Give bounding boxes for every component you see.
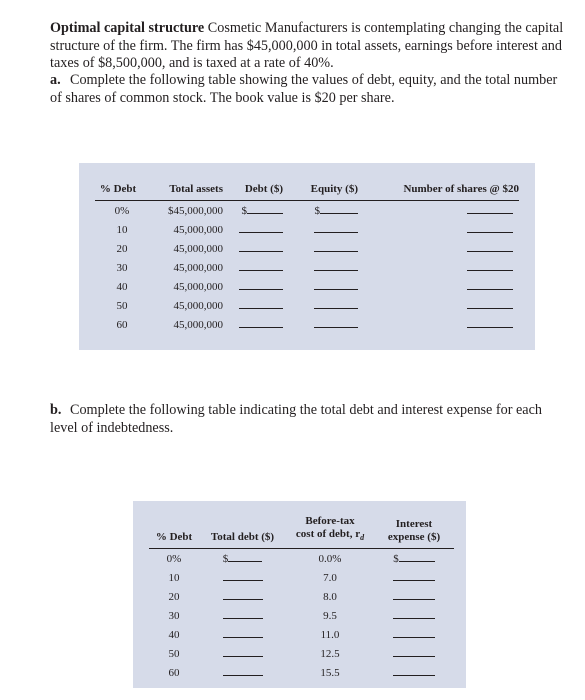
equity-answer-field-prefix: $ [314, 205, 320, 217]
total-debt-answer-field[interactable] [223, 629, 263, 641]
interest-answer-field[interactable] [393, 648, 435, 660]
table-a [95, 183, 519, 334]
total-debt-answer-field-line[interactable] [223, 644, 263, 657]
interest-answer-field-prefix: $ [393, 553, 399, 566]
cost-of-debt-cell: 7.0 [323, 571, 337, 584]
equity-answer-field-line[interactable] [314, 296, 358, 309]
equity-answer-field[interactable] [314, 262, 358, 274]
equity-cell [283, 201, 358, 221]
table-b [149, 515, 454, 682]
part-b-text: Complete the following table indicating the total debt and interest expense for each level of indebtedness. [50, 402, 542, 436]
part-a-prompt [50, 72, 565, 107]
total-assets-cell: 45,000,000 [173, 261, 223, 274]
table-b-header-cost-line2: cost of debt, r [295, 528, 361, 540]
debt-answer-field[interactable] [239, 281, 283, 293]
table-a-row [95, 315, 519, 334]
debt-answer-field-line[interactable] [239, 296, 283, 309]
interest-answer-field-line[interactable] [393, 606, 435, 619]
interest-answer-field[interactable] [393, 553, 435, 565]
total-debt-answer-field[interactable] [223, 667, 263, 679]
debt-answer-field[interactable] [239, 319, 283, 331]
problem-title: Optimal capital structure [50, 20, 205, 36]
debt-answer-field-prefix: $ [241, 205, 247, 217]
debt-pct-cell: 30 [116, 261, 128, 274]
shares-cell [358, 239, 519, 258]
table-b-row [149, 587, 454, 606]
equity-answer-field[interactable] [315, 205, 359, 217]
debt-answer-field-line[interactable] [247, 201, 283, 214]
debt-pct-cell: 60 [168, 666, 180, 679]
part-b-prompt [50, 402, 565, 437]
problem-text: Cosmetic Manufacturers is contemplating changing the capital structure of the firm. The firm has $45,000,000 in total assets, earnings before interest and taxes of $8,500,000, and is taxed at a rate of 40%. [50, 20, 564, 71]
total-debt-answer-field[interactable] [223, 572, 263, 584]
total-assets-cell: $45,000,000 [168, 204, 223, 217]
table-b-header-interest [374, 515, 454, 549]
interest-answer-field-line[interactable] [393, 663, 435, 676]
interest-cell [374, 587, 454, 606]
shares-cell [358, 296, 519, 315]
interest-answer-field-line[interactable] [393, 568, 435, 581]
equity-cell [283, 296, 358, 315]
total-debt-cell [199, 549, 286, 569]
debt-cell [223, 201, 283, 221]
total-assets-cell: 45,000,000 [173, 299, 223, 312]
interest-answer-field-line[interactable] [393, 587, 435, 600]
equity-answer-field[interactable] [314, 224, 358, 236]
equity-cell [283, 258, 358, 277]
equity-answer-field-line[interactable] [314, 277, 358, 290]
shares-answer-field-line[interactable] [467, 296, 513, 309]
total-assets-cell: 45,000,000 [173, 280, 223, 293]
shares-cell [358, 258, 519, 277]
equity-answer-field-line[interactable] [314, 239, 358, 252]
equity-answer-field-line[interactable] [314, 315, 358, 328]
equity-answer-field-line[interactable] [314, 220, 358, 233]
table-b-row [149, 625, 454, 644]
debt-cell [223, 239, 283, 258]
debt-answer-field[interactable] [242, 205, 284, 217]
total-debt-answer-field[interactable] [223, 553, 263, 565]
interest-answer-field-line[interactable] [399, 549, 435, 562]
debt-cell [223, 277, 283, 296]
cost-of-debt-cell: 11.0 [320, 628, 340, 641]
equity-cell [283, 315, 358, 334]
total-debt-cell [199, 606, 286, 625]
debt-pct-cell: 30 [168, 609, 180, 622]
table-a-header-equity: Equity ($) [283, 183, 358, 201]
total-debt-cell [199, 644, 286, 663]
shares-answer-field-line[interactable] [467, 258, 513, 271]
table-b-header-total-debt: Total debt ($) [199, 515, 286, 549]
shares-answer-field[interactable] [467, 224, 513, 236]
total-debt-answer-field-prefix: $ [222, 553, 229, 566]
table-b-row [149, 644, 454, 663]
debt-cell [223, 296, 283, 315]
equity-answer-field[interactable] [314, 319, 358, 331]
debt-pct-cell: 20 [116, 242, 128, 255]
shares-answer-field[interactable] [467, 243, 513, 255]
total-debt-answer-field-line[interactable] [223, 663, 263, 676]
debt-pct-cell: 10 [168, 571, 180, 584]
shares-cell [358, 220, 519, 239]
part-a-label: a. [50, 72, 61, 88]
shares-answer-field[interactable] [467, 300, 513, 312]
debt-answer-field[interactable] [239, 224, 283, 236]
debt-pct-cell: 50 [116, 299, 128, 312]
table-b-row [149, 606, 454, 625]
table-a-row [95, 296, 519, 315]
total-debt-answer-field-line[interactable] [223, 587, 263, 600]
debt-answer-field-line[interactable] [239, 258, 283, 271]
cost-of-debt-cell: 8.0 [323, 590, 337, 603]
total-debt-answer-field[interactable] [223, 610, 263, 622]
shares-cell [358, 315, 519, 334]
debt-pct-cell: 10 [116, 223, 128, 236]
debt-cell [223, 220, 283, 239]
table-b-row [149, 663, 454, 682]
debt-pct-cell: 50 [168, 647, 180, 660]
shares-answer-field[interactable] [467, 319, 513, 331]
problem-intro [50, 20, 565, 73]
debt-pct-cell: 0% [114, 204, 130, 217]
table-b-row [149, 568, 454, 587]
debt-cell [223, 315, 283, 334]
debt-answer-field-line[interactable] [239, 277, 283, 290]
equity-answer-field-line[interactable] [320, 201, 358, 214]
interest-cell [374, 568, 454, 587]
equity-answer-field[interactable] [314, 281, 358, 293]
total-debt-answer-field[interactable] [223, 648, 263, 660]
table-a-row [95, 277, 519, 296]
shares-answer-field-line[interactable] [467, 315, 513, 328]
debt-answer-field[interactable] [239, 300, 283, 312]
interest-cell [374, 606, 454, 625]
shares-answer-field-line[interactable] [467, 239, 513, 252]
table-a-header-row [95, 183, 519, 201]
debt-answer-field-line[interactable] [239, 315, 283, 328]
table-b-header-debt-pct: % Debt [149, 515, 199, 549]
table-a-panel [79, 163, 535, 350]
shares-answer-field-line[interactable] [467, 201, 513, 214]
interest-answer-field-line[interactable] [393, 644, 435, 657]
table-a-row [95, 258, 519, 277]
debt-cell [223, 258, 283, 277]
table-b-header-cost-sub: d [360, 533, 365, 543]
total-debt-cell [199, 568, 286, 587]
total-debt-answer-field-line[interactable] [223, 625, 263, 638]
debt-pct-cell: 40 [168, 628, 180, 641]
equity-answer-field[interactable] [314, 300, 358, 312]
equity-answer-field[interactable] [314, 243, 358, 255]
total-debt-answer-field-line[interactable] [223, 606, 263, 619]
interest-answer-field[interactable] [393, 610, 435, 622]
cost-of-debt-cell: 15.5 [320, 666, 340, 679]
table-b-row [149, 549, 454, 569]
table-b-header-interest-line2: expense ($) [387, 531, 441, 544]
equity-cell [283, 220, 358, 239]
shares-answer-field[interactable] [467, 205, 513, 217]
total-assets-cell: 45,000,000 [173, 242, 223, 255]
interest-answer-field-line[interactable] [393, 625, 435, 638]
part-b-label: b. [50, 402, 62, 418]
shares-cell [358, 201, 519, 221]
total-assets-cell: 45,000,000 [173, 223, 223, 236]
table-b-header-cost [286, 515, 374, 549]
interest-answer-field[interactable] [393, 572, 435, 584]
total-debt-cell [199, 663, 286, 682]
total-debt-cell [199, 587, 286, 606]
debt-pct-cell: 0% [166, 552, 182, 565]
interest-cell [374, 644, 454, 663]
cost-of-debt-cell: 9.5 [323, 609, 337, 622]
table-a-header-total-assets: Total assets [141, 183, 223, 201]
debt-pct-cell: 60 [116, 318, 128, 331]
total-assets-cell: 45,000,000 [173, 318, 223, 331]
table-a-header-debt: Debt ($) [223, 183, 283, 201]
table-a-row [95, 201, 519, 221]
debt-answer-field[interactable] [239, 262, 283, 274]
total-debt-cell [199, 625, 286, 644]
table-a-header-shares: Number of shares @ $20 [358, 183, 519, 201]
debt-answer-field-line[interactable] [239, 220, 283, 233]
table-a-row [95, 239, 519, 258]
interest-cell [374, 549, 454, 569]
interest-cell [374, 663, 454, 682]
shares-answer-field[interactable] [467, 281, 513, 293]
debt-pct-cell: 20 [168, 590, 180, 603]
cost-of-debt-cell: 0.0% [318, 552, 342, 565]
equity-cell [283, 239, 358, 258]
table-b-panel [133, 501, 466, 688]
interest-answer-field[interactable] [393, 667, 435, 679]
total-debt-answer-field[interactable] [223, 591, 263, 603]
shares-answer-field[interactable] [467, 262, 513, 274]
total-debt-answer-field-line[interactable] [228, 549, 262, 562]
table-b-header-cost-line1: Before-tax [305, 515, 355, 527]
shares-answer-field-line[interactable] [467, 220, 513, 233]
cost-of-debt-cell: 12.5 [320, 647, 340, 660]
debt-pct-cell: 40 [116, 280, 128, 293]
equity-answer-field-line[interactable] [314, 258, 358, 271]
table-b-header-row [149, 515, 454, 549]
part-a-text: Complete the following table showing the values of debt, equity, and the total number of shares of common stock. The book value is $20 per share. [50, 72, 558, 106]
shares-cell [358, 277, 519, 296]
interest-answer-field[interactable] [393, 591, 435, 603]
table-a-header-debt-pct: % Debt [95, 183, 141, 201]
interest-answer-field[interactable] [393, 629, 435, 641]
debt-answer-field-line[interactable] [239, 239, 283, 252]
table-a-row [95, 220, 519, 239]
debt-answer-field[interactable] [239, 243, 283, 255]
total-debt-answer-field-line[interactable] [223, 568, 263, 581]
shares-answer-field-line[interactable] [467, 277, 513, 290]
interest-cell [374, 625, 454, 644]
equity-cell [283, 277, 358, 296]
table-b-header-interest-line1: Interest [395, 518, 433, 531]
